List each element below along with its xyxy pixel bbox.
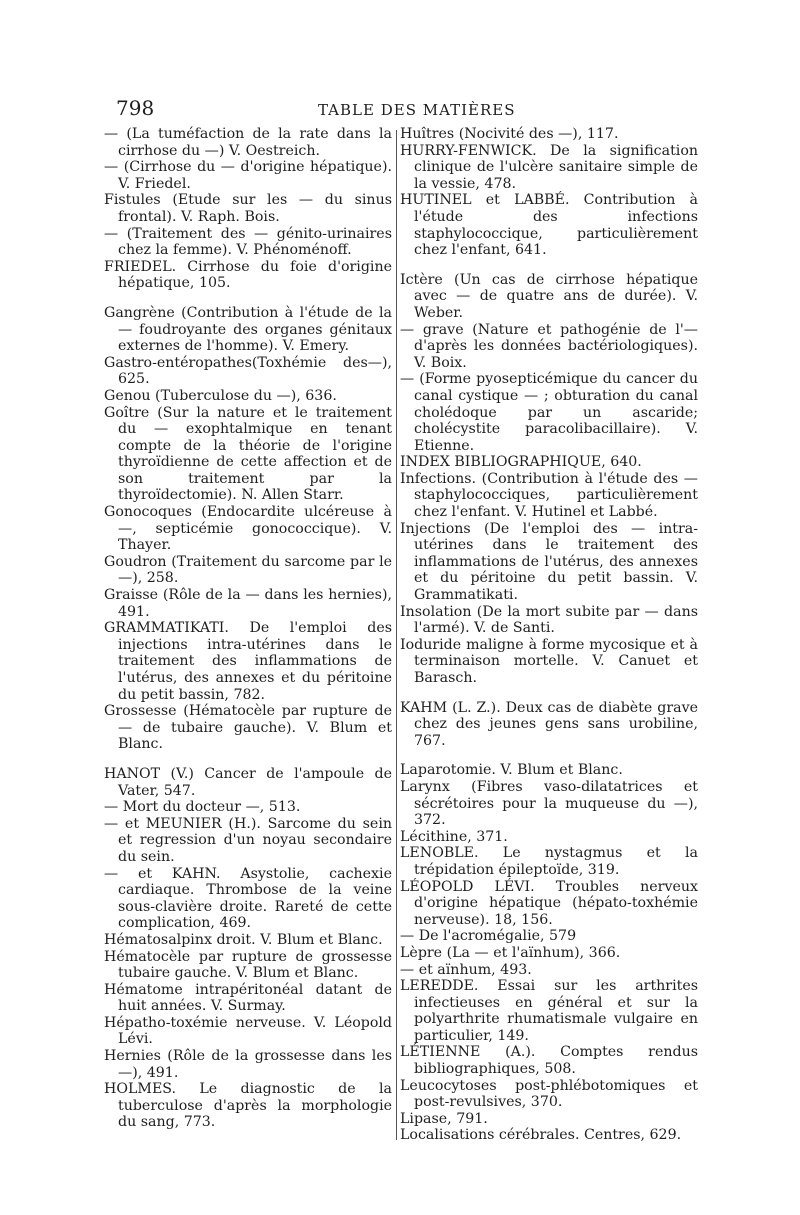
running-title: TABLE DES MATIÈRES (318, 101, 516, 119)
index-entry: GRAMMATIKATI. De l'emploi des injections intra-utérines dans le traitement des inflammations de l'utérus, des annexes et du péritoine du petit bassin, 782. (104, 620, 392, 703)
index-entry: Laparotomie. V. Blum et Blanc. (400, 762, 623, 779)
index-entry: Insolation (De la mort subite par — dans l'armé). V. de Santi. (400, 603, 698, 637)
index-entry: Hépatho-toxémie nerveuse. V. Léopold Lévi. (104, 1014, 392, 1048)
section-gap (104, 292, 392, 305)
index-entry: — et KAHN. Asystolie, cachexie cardiaque. Thrombose de la veine sous-clavière droite. Rareté de cette complication, 469. (104, 865, 392, 932)
index-column-left (104, 126, 392, 1131)
index-entry: Lipase, 791. (400, 1110, 488, 1127)
index-entry: Infections. (Contribution à l'étude des — staphylococciques, particulièrement chez l'enfant. V. Hutinel et Labbé. (400, 470, 698, 521)
index-entry: Fistules (Etude sur les — du sinus frontal). V. Raph. Bois. (104, 192, 392, 225)
index-entry: HURRY-FENWICK. De la signification clinique de l'ulcère sanitaire simple de la vessie, 478. (400, 142, 698, 192)
index-entry: HUTINEL et LABBÉ. Contribution à l'étude des infections staphylococcique, particulièrement chez l'enfant, 641. (400, 192, 698, 259)
index-entry: Goudron (Traitement du sarcome par le —), 258. (104, 553, 392, 587)
section-gap (104, 753, 392, 766)
index-entry: LÉOPOLD LÉVI. Troubles nerveux d'origine hépatique (hépato-toxhémie nerveuse). 18, 156. (400, 878, 698, 928)
index-entry: — De l'acromégalie, 579 (400, 928, 577, 945)
index-entry: — et aïnhum, 493. (400, 961, 532, 978)
index-entry: INDEX BIBLIOGRAPHIQUE, 640. (400, 454, 642, 471)
section-gap (400, 749, 698, 762)
index-entry: Gonocoques (Endocardite ulcéreuse à —, septicémie gonococcique). V. Thayer. (104, 504, 392, 554)
index-entry: FRIEDEL. Cirrhose du foie d'origine hépatique, 105. (104, 258, 392, 292)
index-entry: Ioduride maligne à forme mycosique et à terminaison mortelle. V. Canuet et Barasch. (400, 636, 698, 686)
index-entry: — (La tuméfaction de la rate dans la cirrhose du —) V. Oestreich. (104, 126, 392, 159)
page-number: 798 (116, 96, 155, 120)
index-entry: Larynx (Fibres vaso-dilatatrices et sécrétoires pour la muqueuse du —), 372. (400, 778, 698, 829)
index-entry: — grave (Nature et pathogénie de l'— d'après les données bactériologiques). V. Boix. (400, 321, 698, 371)
index-entry: — (Forme pyosepticémique du cancer du canal cystique — ; obturation du canal cholédoque par un ascaride; cholécystite paracolibacillaire). V. Etienne. (400, 371, 698, 454)
index-entry: Gangrène (Contribution à l'étude de la — foudroyante des organes génitaux externes de l'homme). V. Emery. (104, 304, 392, 355)
index-entry: HANOT (V.) Cancer de l'ampoule de Vater, 547. (104, 765, 392, 799)
index-entry: HOLMES. Le diagnostic de la tuberculose d'après la morphologie du sang, 773. (104, 1081, 392, 1131)
index-entry: KAHM (L. Z.). Deux cas de diabète grave chez des jeunes gens sans urobiline, 767. (400, 699, 698, 749)
index-entry: Ictère (Un cas de cirrhose hépatique avec — de quatre ans de durée). V. Weber. (400, 271, 698, 321)
index-entry: Hématocèle par rupture de grossesse tubaire gauche. V. Blum et Blanc. (104, 948, 392, 982)
index-entry: — Mort du docteur —, 513. (104, 799, 301, 816)
index-entry: Injections (De l'emploi des — intra-utérines dans le traitement des inflammations de l'utérus, des annexes et du péritoine du petit bassin. V. Grammatikati. (400, 520, 698, 604)
index-entry: LEREDDE. Essai sur les arthrites infectieuses en général et sur la polyarthrite rhumatismale vulgaire en particulier, 149. (400, 978, 698, 1044)
index-entry: Grossesse (Hématocèle par rupture de — de tubaire gauche). V. Blum et Blanc. (104, 703, 392, 753)
index-entry: Lèpre (La — et l'aïnhum), 366. (400, 944, 621, 961)
index-column-right (400, 126, 698, 1144)
index-entry: Localisations cérébrales. Centres, 629. (400, 1127, 682, 1144)
index-entry: — (Traitement des — génito-urinaires chez la femme). V. Phénoménoff. (104, 225, 392, 259)
index-entry: — et MEUNIER (H.). Sarcome du sein et regression d'un noyau secondaire du sein. (104, 815, 392, 865)
index-entry: LENOBLE. Le nystagmus et la trépidation épileptoïde, 319. (400, 845, 698, 878)
index-entry: Leucocytoses post-phlébotomiques et post-revulsives, 370. (400, 1077, 698, 1111)
index-entry: Hernies (Rôle de la grossesse dans les —), 491. (104, 1048, 392, 1081)
index-entry: Graisse (Rôle de la — dans les hernies), 491. (104, 587, 392, 620)
index-entry: Gastro-entéropathes(Toxhémie des—), 625. (104, 354, 392, 388)
section-gap (400, 687, 698, 700)
column-divider (396, 130, 397, 1140)
index-entry: Huîtres (Nocivité des —), 117. (400, 126, 619, 142)
index-entry: Hématosalpinx droit. V. Blum et Blanc. (104, 931, 383, 948)
section-gap (400, 259, 698, 272)
index-entry: Lécithine, 371. (400, 828, 508, 845)
index-entry: LÉTIENNE (A.). Comptes rendus bibliographiques, 508. (400, 1044, 698, 1078)
index-entry: Genou (Tuberculose du —), 636. (104, 387, 337, 404)
index-entry: Hématome intrapéritonéal datant de huit années. V. Surmay. (104, 981, 392, 1015)
index-entry: — (Cirrhose du — d'origine hépatique). V. Friedel. (104, 159, 392, 192)
index-entry: Goître (Sur la nature et le traitement du — exophtalmique en tenant compte de la théorie de l'origine thyroïdienne de cette affection et de son traitement par la thyroïdectomie). N. Allen Starr. (104, 404, 392, 504)
